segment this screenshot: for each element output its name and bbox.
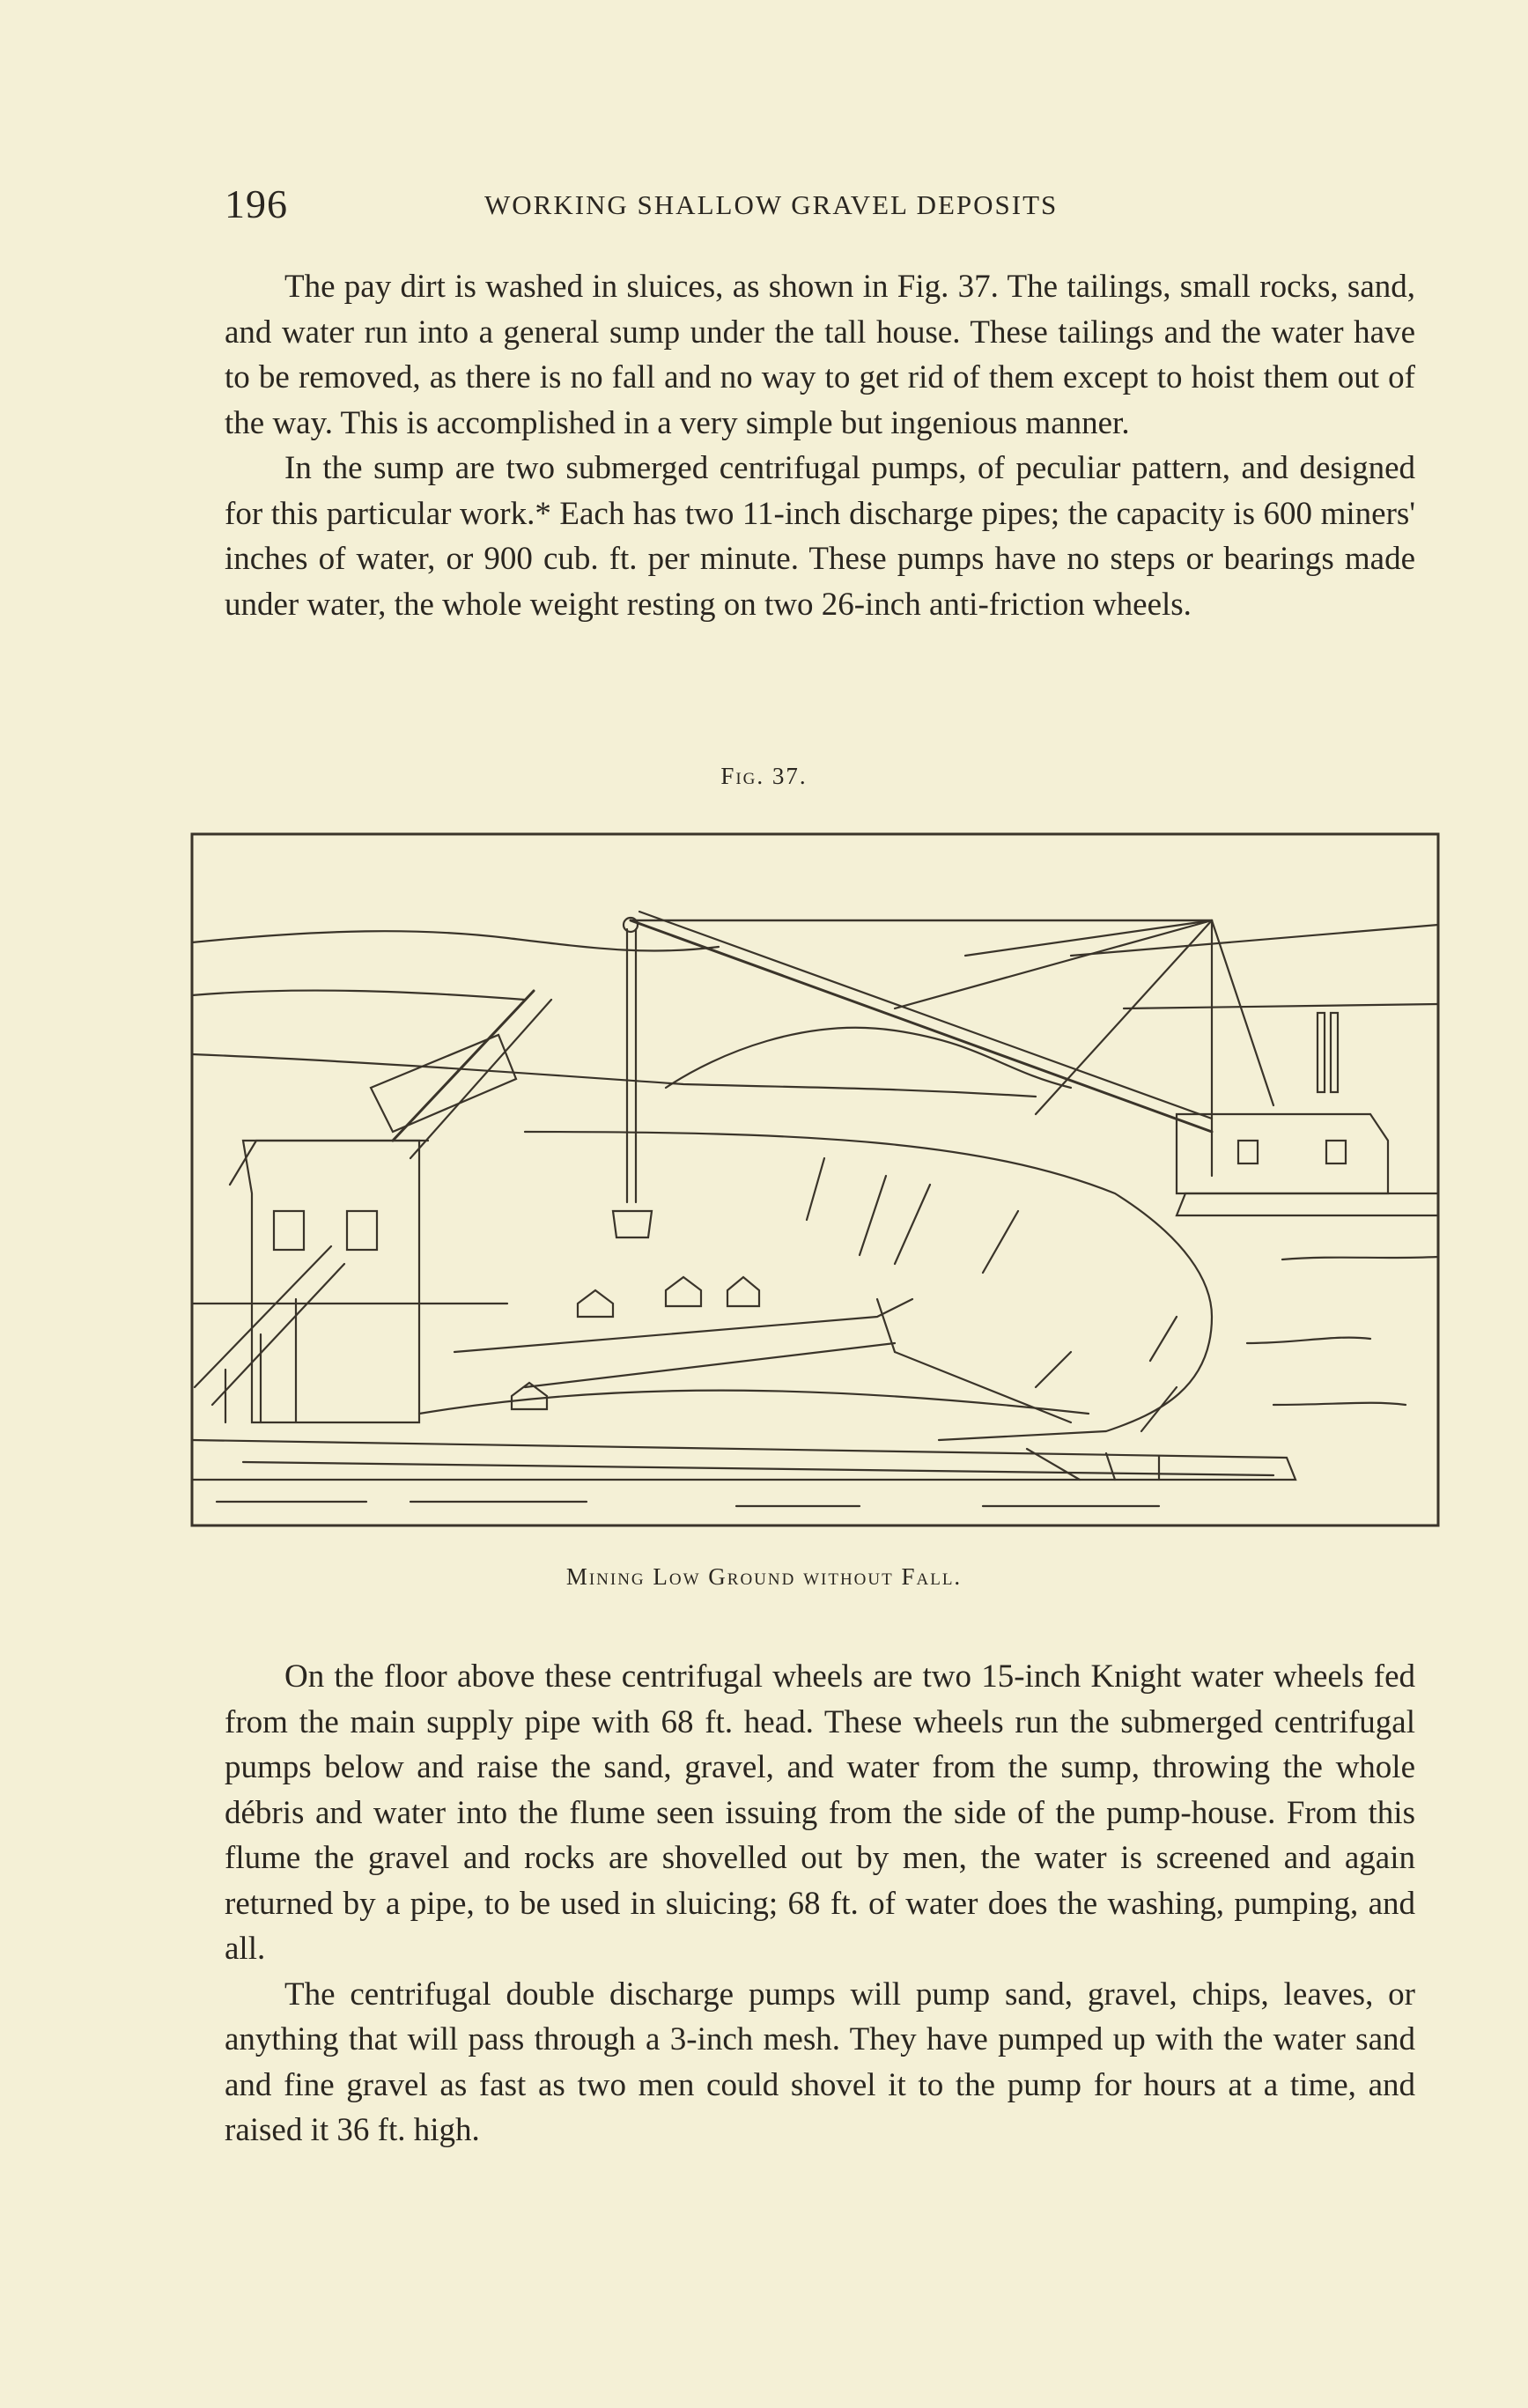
scow — [1177, 1193, 1438, 1215]
flume-trestle — [195, 1246, 344, 1405]
bottom-text-block — [225, 1654, 1415, 2153]
bucket — [613, 1211, 652, 1237]
derrick-guy — [1212, 920, 1273, 1105]
bank-hatching — [807, 1158, 1018, 1273]
ground-line — [217, 1502, 1159, 1506]
hill-line — [192, 991, 525, 1000]
paragraph: The pay dirt is washed in sluices, as shown in Fig. 37. The tailings, small rocks, sand, and water run into a general sump under the tall house. These tailings and the water have to be removed, as there is no fall and no way to get rid of them except to hoist them out of the way. This is accomplished in a very simple but ingenious manner. — [225, 269, 1415, 441]
chimney — [1318, 1013, 1325, 1092]
figure-illustration — [190, 824, 1442, 1528]
water-line — [1282, 1257, 1438, 1259]
window — [1326, 1141, 1346, 1163]
horizon-line — [1124, 1004, 1438, 1008]
figure-caption: Mining Low Ground without Fall. — [565, 1563, 963, 1590]
window — [274, 1211, 304, 1250]
sluice — [525, 1343, 895, 1387]
paragraph: In the sump are two submerged centrifugal pumps, of peculiar pattern, and designed for this particular work.* Each has two 11-inch discharge pipes; the capacity is 600 miners' inches of water, or 900 cub. ft. per minute. These pumps have no steps or bearings made under water, the whole weight resting on two 26-inch anti-friction wheels. — [225, 450, 1415, 623]
running-title: WORKING SHALLOW GRAVEL DEPOSITS — [484, 189, 1059, 220]
page-number: 196 — [225, 181, 288, 226]
derrick-guy — [895, 920, 1212, 1008]
pump-house — [243, 1141, 419, 1422]
bank-hatching — [1036, 1317, 1177, 1431]
derrick-house — [1177, 1114, 1388, 1193]
hut — [727, 1277, 759, 1306]
paragraph: On the floor above these centrifugal wheels are two 15-inch Knight water wheels fed from the main supply pipe with 68 ft. head. These wheels run the submerged centrifugal pumps below and raise the sand, gravel, and water from the sump, throwing the whole débris and water into the flume seen issuing from the side of the pump-house. From this flume the gravel and rocks are shovelled out by men, the water is screened and again returned by a pipe, to be used in sluicing; 68 ft. of water does the washing, pumping, and all. — [225, 1658, 1415, 1967]
paragraph: The centrifugal double discharge pumps will pump sand, gravel, chips, leaves, or anything that will pass through a 3-inch mesh. They have pumped up with the water sand and fine gravel as fast as two men could shovel it to the pump for hours at a time, and raised it 36 ft. high. — [225, 1976, 1415, 2148]
pump-house-roof — [230, 1141, 428, 1185]
bedrock-line — [243, 1462, 1273, 1475]
sluice — [877, 1299, 1071, 1422]
horizon-line — [1071, 925, 1438, 956]
derrick-guy — [1036, 920, 1212, 1114]
derrick-mast — [631, 920, 1212, 1176]
hill-line — [192, 1054, 1036, 1097]
elevator-truss — [371, 1035, 516, 1132]
running-head — [225, 181, 1154, 233]
window — [1238, 1141, 1258, 1163]
hill-line — [192, 931, 719, 950]
hut — [578, 1290, 613, 1317]
figure-label: Fig. 37. — [720, 763, 808, 789]
window — [347, 1211, 377, 1250]
top-text-block — [225, 264, 1415, 627]
water-line — [1247, 1338, 1370, 1343]
derrick-guy — [965, 920, 1212, 956]
hut — [666, 1277, 701, 1306]
derrick-boom — [631, 920, 1212, 1132]
water-line — [1273, 1403, 1406, 1405]
chimney — [1331, 1013, 1338, 1092]
elevator-incline — [410, 1000, 551, 1158]
